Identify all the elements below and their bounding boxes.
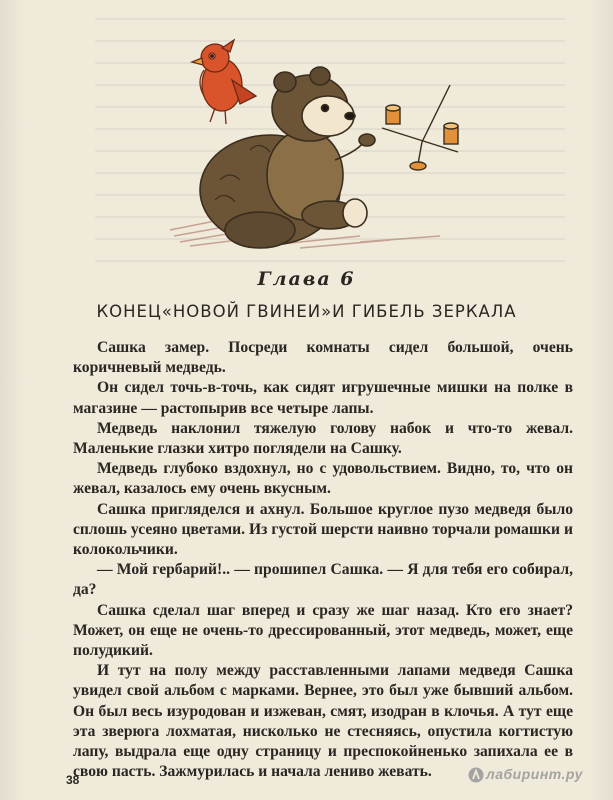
paragraph: Сашка замер. Посреди комнаты сидел большой, очень коричневый медведь.: [73, 339, 573, 377]
paragraph: Медведь наклонил тяжелую голову набок и что-то жевал. Маленькие глазки хитро поглядели на Сашку.: [73, 419, 573, 458]
paragraph: Сашка пригляделся и ахнул. Большое круглое пузо медведя было сплошь усеяно цветами. Из густой шерсти наивно торчали ромашки и колокольчики.: [73, 500, 573, 559]
bleed-through-line: [95, 18, 565, 20]
chapter-label: Глава 6: [257, 268, 356, 290]
body-text: [73, 338, 573, 782]
paragraph: И тут на полу между расставленными лапами медведя Сашка увидел свой альбом с марками. Вернее, это был уже бывший альбом. Он был весь изуродован и изжеван, смят, изодран в клочья. А тут еще эта зверюга лохматая, нисколько не стесняясь, опустила когтистую лапу, выдрала еще одну страницу и преспокойненько запихала ее в свою пасть. Зажмурилась и начала лениво жевать.: [73, 662, 573, 781]
scales: [382, 85, 458, 170]
bird: [192, 40, 256, 124]
page-number: 38: [66, 773, 80, 787]
bleed-through-line: [95, 260, 565, 262]
watermark-text: лабиринт.ру: [486, 766, 583, 782]
watermark: [468, 766, 583, 783]
labirint-logo-icon: [468, 767, 484, 783]
paragraph: — Мой гербарий!.. — прошипел Сашка. — Я для тебя его собирал, да?: [73, 561, 573, 599]
paragraph: Сашка сделал шаг вперед и сразу же шаг назад. Кто его знает? Может, он еще не очень-то дрессированный, этот медведь, может, еще полудикий.: [73, 601, 573, 660]
bear-illustration: [160, 30, 490, 255]
paragraph: Медведь глубоко вздохнул, но с удовольствием. Видно, то, что он жевал, казалось ему очень вкусным.: [73, 460, 573, 498]
paragraph: Он сидел точь-в-точь, как сидят игрушечные мишки на полке в магазине — растопырив все четыре лапы.: [73, 379, 573, 417]
chapter-title: КОНЕЦ«НОВОЙ ГВИНЕИ»И ГИБЕЛЬ ЗЕРКАЛА: [96, 302, 517, 321]
